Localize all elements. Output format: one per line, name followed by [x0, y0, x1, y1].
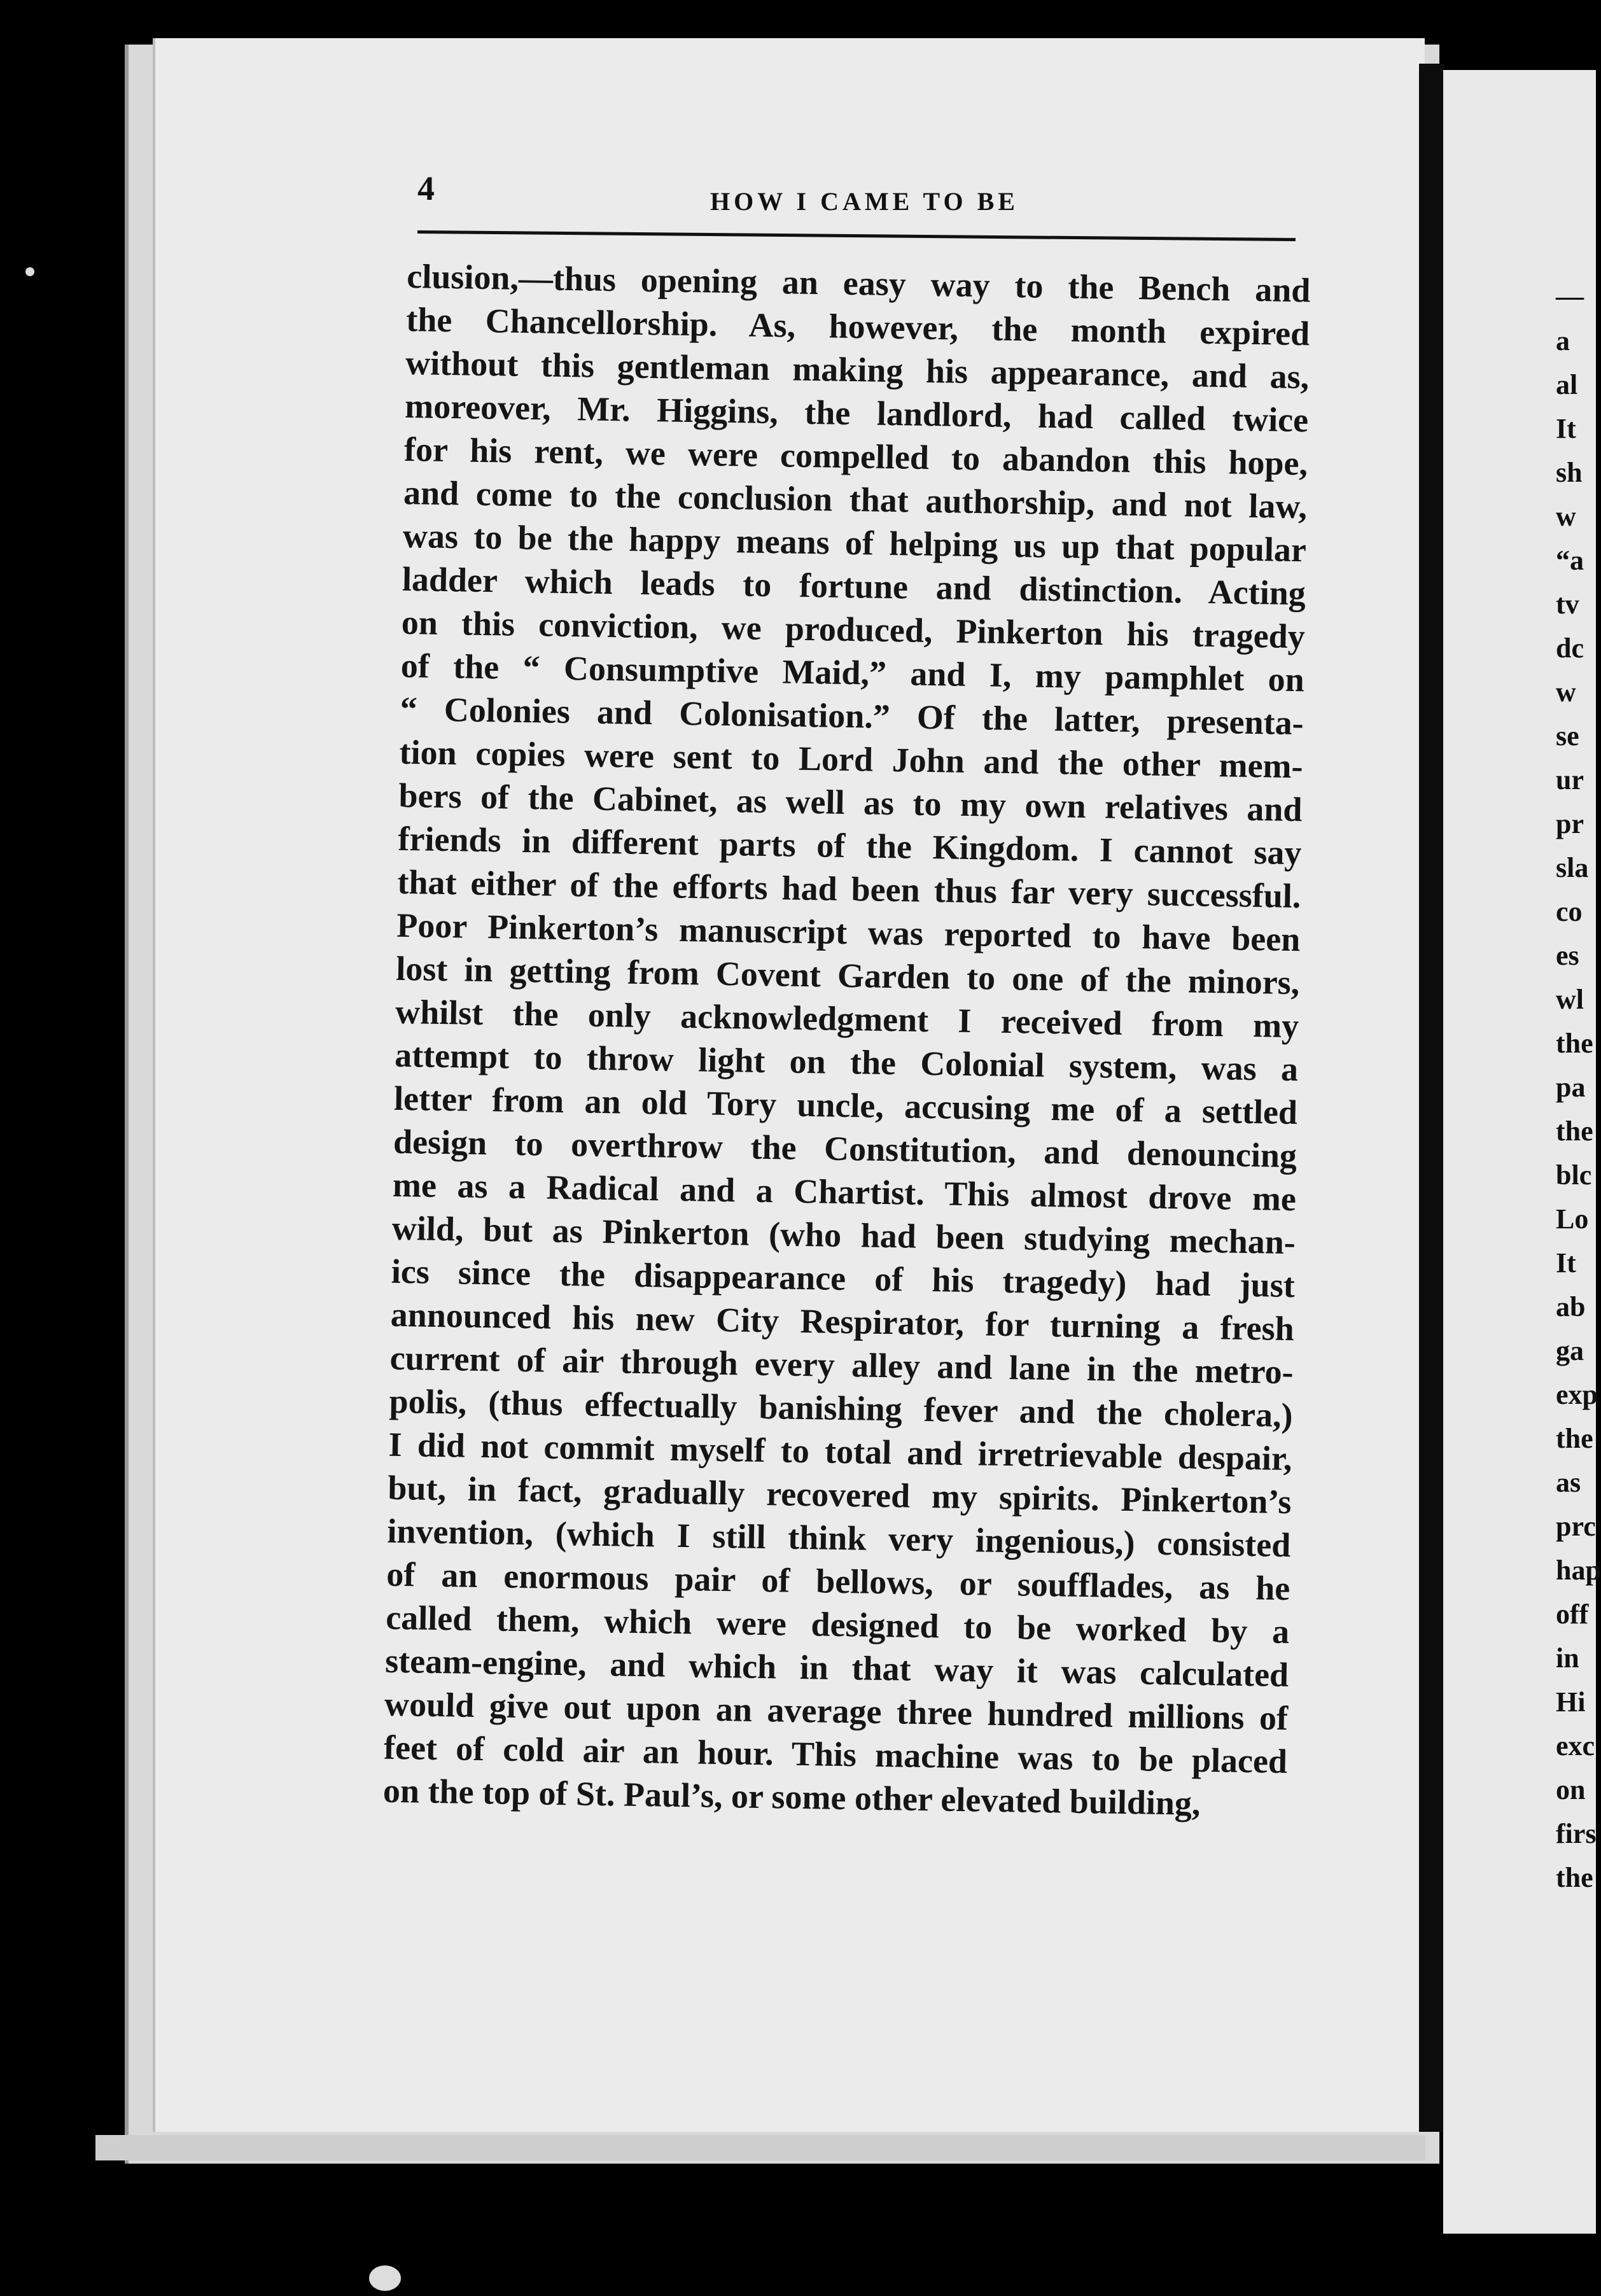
facing-page-fragment: se	[1556, 720, 1579, 752]
facing-page-fragment: Lo	[1556, 1203, 1589, 1235]
text-line: tion copies were sent to Lord John and the other mem-	[399, 732, 1304, 786]
facing-page-fragment: as	[1556, 1467, 1581, 1498]
text-line: “ Colonies and Colonisation.” Of the latter, presenta-	[400, 689, 1304, 743]
text-line: Poor Pinkerton’s manuscript was reported to have been	[396, 906, 1301, 959]
text-line: friends in different parts of the Kingdom. I cannot say	[398, 819, 1302, 872]
text-line: announced his new City Respirator, for turning a fresh	[390, 1295, 1295, 1348]
text-line: called them, which were designed to be worked by a	[385, 1598, 1290, 1651]
text-line: lost in getting from Covent Garden to one of the minors,	[395, 949, 1300, 1002]
facing-page-fragment: w	[1556, 501, 1576, 532]
facing-page-fragment: exp	[1556, 1379, 1598, 1410]
facing-page-fragment: dc	[1556, 633, 1584, 664]
book-gutter	[1419, 64, 1444, 2132]
text-line: would give out upon an average three hundred millions of	[384, 1684, 1289, 1738]
text-line: wild, but as Pinkerton (who had been studying mechan-	[391, 1208, 1296, 1262]
text-line: and come to the conclusion that authorship, and not law,	[403, 473, 1308, 526]
facing-page-fragment: w	[1556, 676, 1576, 708]
text-line: ladder which leads to fortune and distinction. Acting	[402, 559, 1306, 613]
facing-page-fragment: co	[1556, 896, 1583, 927]
text-line: bers of the Cabinet, as well as to my own relatives and	[398, 776, 1303, 829]
facing-page-fragment: wl	[1556, 984, 1584, 1015]
facing-page-fragment: It	[1556, 413, 1576, 444]
text-line: clusion,—thus opening an easy way to the Bench and	[406, 256, 1311, 310]
facing-page-fragment: —	[1556, 281, 1584, 312]
text-line: for his rent, we were compelled to abandon this hope,	[403, 430, 1308, 483]
facing-page-fragment: hap	[1556, 1555, 1601, 1586]
text-line: attempt to throw light on the Colonial system, was a	[394, 1035, 1299, 1089]
running-title: HOW I CAME TO BE	[710, 187, 1019, 216]
facing-page-fragment: pa	[1556, 1072, 1586, 1103]
facing-page-fragment: Hi	[1556, 1686, 1586, 1718]
facing-page-fragment: a	[1556, 325, 1570, 356]
text-line: I did not commit myself to total and irretrievable despair,	[388, 1425, 1292, 1478]
text-line: that either of the efforts had been thus far very successful.	[397, 862, 1301, 916]
facing-page-fragment: the	[1556, 1028, 1593, 1059]
text-line: polis, (thus effectually banishing fever and the cholera,)	[389, 1382, 1293, 1435]
text-line: moreover, Mr. Higgins, the landlord, had called twice	[404, 386, 1309, 440]
text-line: but, in fact, gradually recovered my spirits. Pinkerton’s	[388, 1468, 1292, 1522]
facing-page-fragment: pr	[1556, 808, 1584, 839]
facing-page-fragment: al	[1556, 369, 1578, 400]
facing-page-fragment: ab	[1556, 1291, 1586, 1322]
facing-page-fragment: the	[1556, 1423, 1593, 1454]
text-line: current of air through every alley and lane in the metro-	[389, 1338, 1294, 1392]
text-line: steam-engine, and which in that way it was calculated	[384, 1641, 1289, 1695]
text-line: design to overthrow the Constitution, and denouncing	[393, 1122, 1297, 1175]
facing-page-fragment: blc	[1556, 1159, 1592, 1191]
facing-page-fragment: “a	[1556, 545, 1584, 576]
text-line: me as a Radical and a Chartist. This almost drove me	[392, 1165, 1297, 1219]
facing-page-fragment: prc	[1556, 1511, 1596, 1542]
facing-page-fragment: on	[1556, 1774, 1586, 1805]
facing-page-fragment: the	[1556, 1862, 1593, 1893]
text-line: on the top of St. Paul’s, or some other elevated building,	[382, 1771, 1201, 1823]
scan-speck	[25, 267, 34, 276]
facing-page-fragment: ur	[1556, 764, 1584, 795]
text-line: of an enormous pair of bellows, or soufflades, as he	[386, 1555, 1290, 1608]
text-line: ics since the disappearance of his tragedy) had just	[391, 1252, 1296, 1305]
facing-page-fragment: firs	[1556, 1818, 1597, 1849]
text-line: was to be the happy means of helping us up that popular	[402, 516, 1307, 570]
text-line: on this conviction, we produced, Pinkerton his tragedy	[401, 603, 1306, 656]
text-line: without this gentleman making his appearance, and as,	[405, 343, 1310, 396]
facing-page-fragment: in	[1556, 1642, 1579, 1674]
facing-page-fragment: off	[1556, 1599, 1589, 1630]
facing-page-fragment: sh	[1556, 457, 1583, 488]
facing-page-fragment: es	[1556, 940, 1579, 971]
text-line: invention, (which I still think very ingenious,) consisted	[387, 1511, 1291, 1565]
facing-page-fragment: It	[1556, 1247, 1576, 1278]
facing-page-fragment: ga	[1556, 1335, 1584, 1366]
text-line: letter from an old Tory uncle, accusing me of a settled	[393, 1079, 1298, 1132]
page-bottom-edge	[95, 2135, 1425, 2160]
text-line: feet of cold air an hour. This machine was to be placed	[383, 1728, 1288, 1781]
scan-speck	[369, 2265, 401, 2291]
facing-page-fragment: tv	[1556, 589, 1579, 620]
text-line: of the “ Consumptive Maid,” and I, my pamphlet on	[400, 646, 1305, 699]
facing-page-fragment: exc	[1556, 1730, 1595, 1761]
body-text	[383, 255, 1311, 1826]
page-header	[417, 156, 1302, 216]
facing-page-fragment: sla	[1556, 852, 1589, 883]
text-line: whilst the only acknowledgment I received from my	[395, 992, 1299, 1046]
text-line: the Chancellorship. As, however, the month expired	[405, 300, 1310, 353]
facing-page-fragment: the	[1556, 1116, 1593, 1147]
page-number: 4	[417, 169, 435, 207]
